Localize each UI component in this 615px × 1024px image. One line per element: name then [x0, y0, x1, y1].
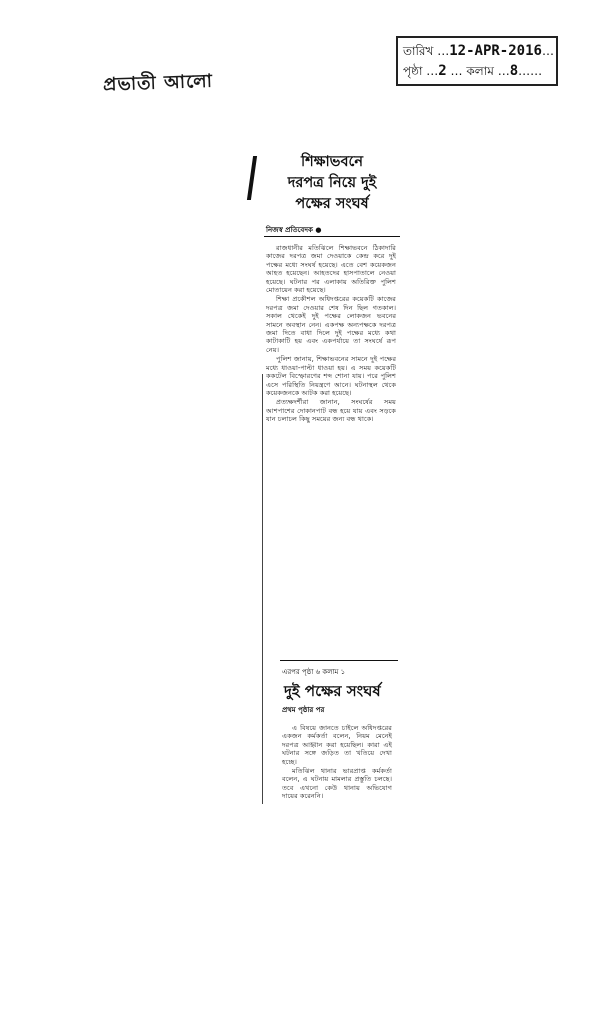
news-clipping: [252, 152, 400, 842]
continuation-headline: দুই পক্ষের সংঘর্ষ: [284, 682, 381, 700]
stamp-date-value: 12-APR-2016: [449, 43, 542, 59]
article-paragraph: রাজধানীর মতিঝিলে শিক্ষাভবনে ঠিকাদারি কাজের দরপত্র জমা দেওয়াকে কেন্দ্র করে দুই পক্ষের মধ্যে সংঘর্ষ হয়েছে। এতে বেশ কয়েকজন আহত হয়েছেন। আহতদের হাসপাতালে নেওয়া হয়েছে। ঘটনার পর এলাকায় অতিরিক্ত পুলিশ মোতায়েন করা হয়েছে।: [266, 244, 396, 295]
article-headline: [266, 152, 398, 215]
article-paragraph: প্রত্যক্ষদর্শীরা জানান, সংঘর্ষের সময় আশপাশের দোকানপাট বন্ধ হয়ে যায় এবং সড়কে যান চলাচল কিছু সময়ের জন্য বন্ধ থাকে।: [266, 398, 396, 424]
headline-line: দরপত্র নিয়ে দুই: [287, 175, 377, 191]
headline-line: শিক্ষাভবনে: [300, 154, 364, 170]
clipping-marker-stroke: [247, 156, 257, 200]
stamp-page-value: 2: [438, 63, 447, 79]
headline-line: পক্ষের সংঘর্ষ: [295, 196, 369, 212]
article-paragraph: পুলিশ জানায়, শিক্ষাভবনের সামনে দুই পক্ষের মধ্যে ধাওয়া-পাল্টা ধাওয়া হয়। এ সময় কয়েকটি ককটেল বিস্ফোরণের শব্দ শোনা যায়। পরে পুলিশ এসে পরিস্থিতি নিয়ন্ত্রণে আনে। ঘটনাস্থল থেকে কয়েকজনকে আটক করা হয়েছে।: [266, 355, 396, 397]
continuation-divider: [280, 660, 398, 661]
article-paragraph: শিক্ষা প্রকৌশল অধিদপ্তরের কয়েকটি কাজের দরপত্র জমা দেওয়ার শেষ দিন ছিল গতকাল। সকাল থেকেই দুই পক্ষের লোকজন ভবনের সামনে অবস্থান নেন। একপক্ষ অন্যপক্ষকে দরপত্র জমা দিতে বাধা দিলে দুই পক্ষের মধ্যে কথা কাটাকাটি হয় এবং একপর্যায়ে তা সংঘর্ষে রূপ নেয়।: [266, 295, 396, 354]
article-body: [266, 244, 396, 425]
stamp-column-value: 8: [509, 63, 519, 79]
article-paragraph: এ বিষয়ে জানতে চাইলে অধিদপ্তরের একজন কর্মকর্তা বলেন, নিয়ম মেনেই দরপত্র আহ্বান করা হয়েছিল। কারা এই ঘটনার সঙ্গে জড়িত তা খতিয়ে দেখা হচ্ছে।: [282, 724, 392, 766]
column-rule: [262, 374, 263, 804]
continuation-label: এরপর পৃষ্ঠা ৬ কলাম ১: [282, 668, 346, 676]
stamp-page-label: পৃষ্ঠা: [403, 64, 423, 78]
continuation-body: [282, 724, 392, 802]
clipping-date-stamp: [396, 36, 558, 86]
article-byline: নিজস্ব প্রতিবেদক ●: [266, 226, 322, 234]
stamp-column-label: কলাম: [466, 64, 494, 78]
stamp-date-row: তারিখ …12-APR-2016…: [403, 43, 554, 59]
stamp-page-row: পৃষ্ঠা …2 … কলাম …8……: [403, 63, 543, 79]
newspaper-masthead: প্রভাতী আলো: [102, 70, 214, 96]
stamp-date-label: তারিখ: [403, 44, 434, 58]
article-paragraph: মতিঝিল থানার ভারপ্রাপ্ত কর্মকর্তা বলেন, এ ঘটনায় মামলার প্রস্তুতি চলছে। তবে এখনো কেউ থানায় অভিযোগ দায়ের করেননি।: [282, 767, 392, 801]
continuation-subtitle: প্রথম পৃষ্ঠার পর: [282, 706, 325, 714]
byline-divider: [264, 236, 400, 237]
